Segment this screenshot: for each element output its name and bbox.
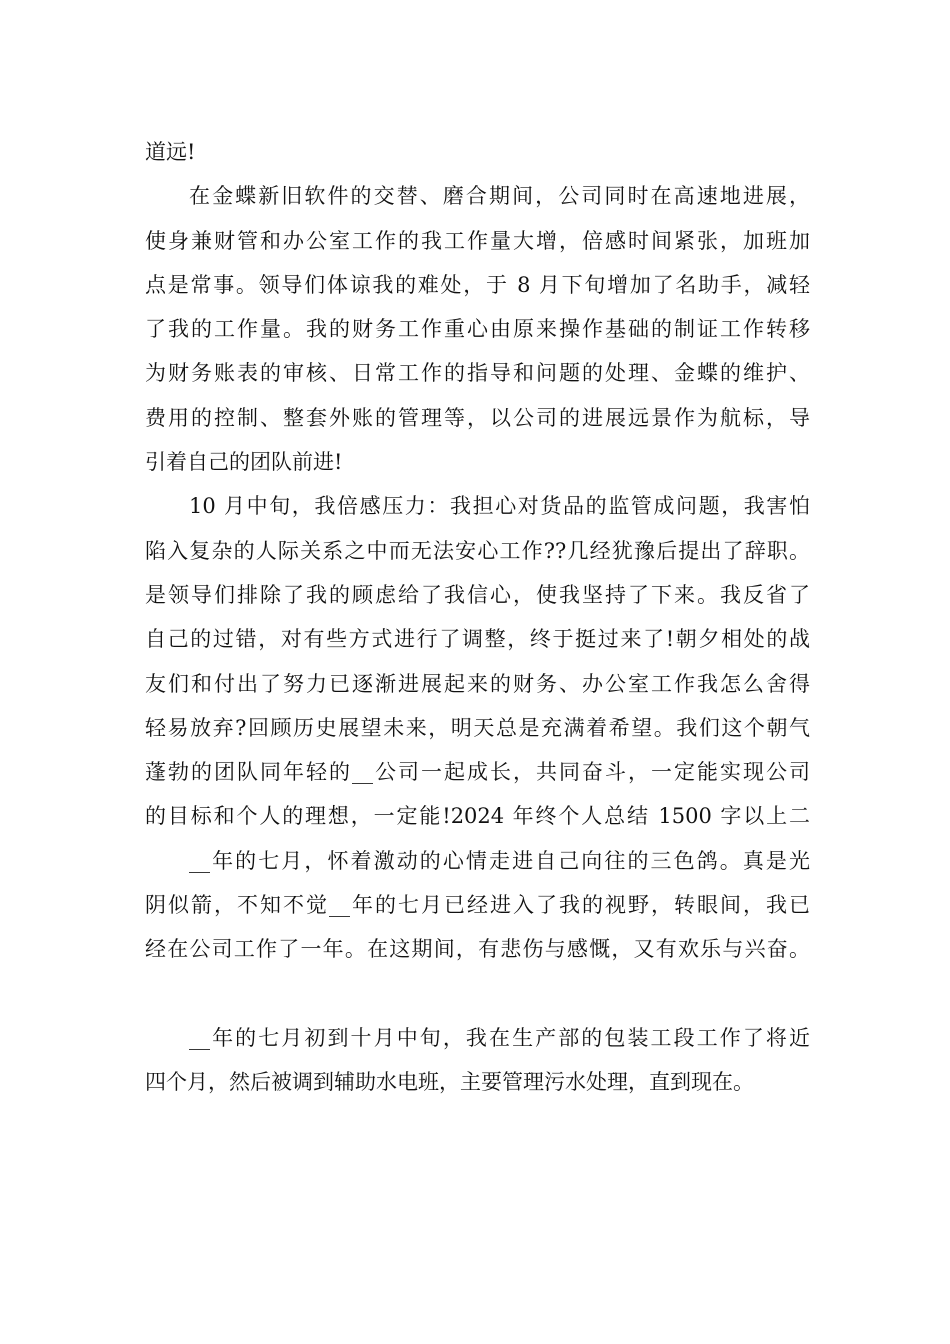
text-line: 友们和付出了努力已逐渐进展起来的财务、办公室工作我怎么舍得 <box>145 671 810 696</box>
text-line: 经在公司工作了一年。在这期间，有悲伤与感慨，又有欢乐与兴奋。 <box>145 937 810 962</box>
text-line: 使身兼财管和办公室工作的我工作量大增，倍感时间紧张，加班加 <box>145 228 810 253</box>
text-line: 点是常事。领导们体谅我的难处，于 8 月下旬增加了名助手，减轻 <box>145 272 810 297</box>
text-line: 引着自己的团队前进! <box>145 450 343 475</box>
text-line: 在金蝶新旧软件的交替、磨合期间，公司同时在高速地进展， <box>189 184 810 209</box>
text-line: 10 月中旬，我倍感压力：我担心对货品的监管成问题，我害怕 <box>189 494 810 519</box>
text-line: 阴似箭，不知不觉__年的七月已经进入了我的视野，转眼间，我已 <box>145 893 810 918</box>
text-line: __年的七月，怀着激动的心情走进自己向往的三色鸽。真是光 <box>189 848 810 873</box>
text-line: 自己的过错，对有些方式进行了调整，终于挺过来了!朝夕相处的战 <box>145 627 810 652</box>
text-line: 道远! <box>145 140 196 164</box>
text-line: 四个月，然后被调到辅助水电班，主要管理污水处理，直到现在。 <box>145 1070 754 1095</box>
text-line: 费用的控制、整套外账的管理等，以公司的进展远景作为航标，导 <box>145 405 810 430</box>
text-line: 轻易放弃?回顾历史展望未来，明天总是充满着希望。我们这个朝气 <box>145 715 810 740</box>
text-line: 了我的工作量。我的财务工作重心由原来操作基础的制证工作转移 <box>145 317 810 342</box>
blank-line <box>145 972 810 1016</box>
text-line: 陷入复杂的人际关系之中而无法安心工作??几经犹豫后提出了辞职。 <box>145 538 810 563</box>
text-line: __年的七月初到十月中旬，我在生产部的包装工段工作了将近 <box>189 1025 810 1050</box>
text-line: 蓬勃的团队同年轻的__公司一起成长，共同奋斗，一定能实现公司 <box>145 760 810 785</box>
text-line: 的目标和个人的理想，一定能!2024 年终个人总结 1500 字以上二 <box>145 804 810 829</box>
text-line: 为财务账表的审核、日常工作的指导和问题的处理、金蝶的维护、 <box>145 361 810 386</box>
document-body <box>145 130 810 1105</box>
text-line: 是领导们排除了我的顾虑给了我信心，使我坚持了下来。我反省了 <box>145 582 810 607</box>
